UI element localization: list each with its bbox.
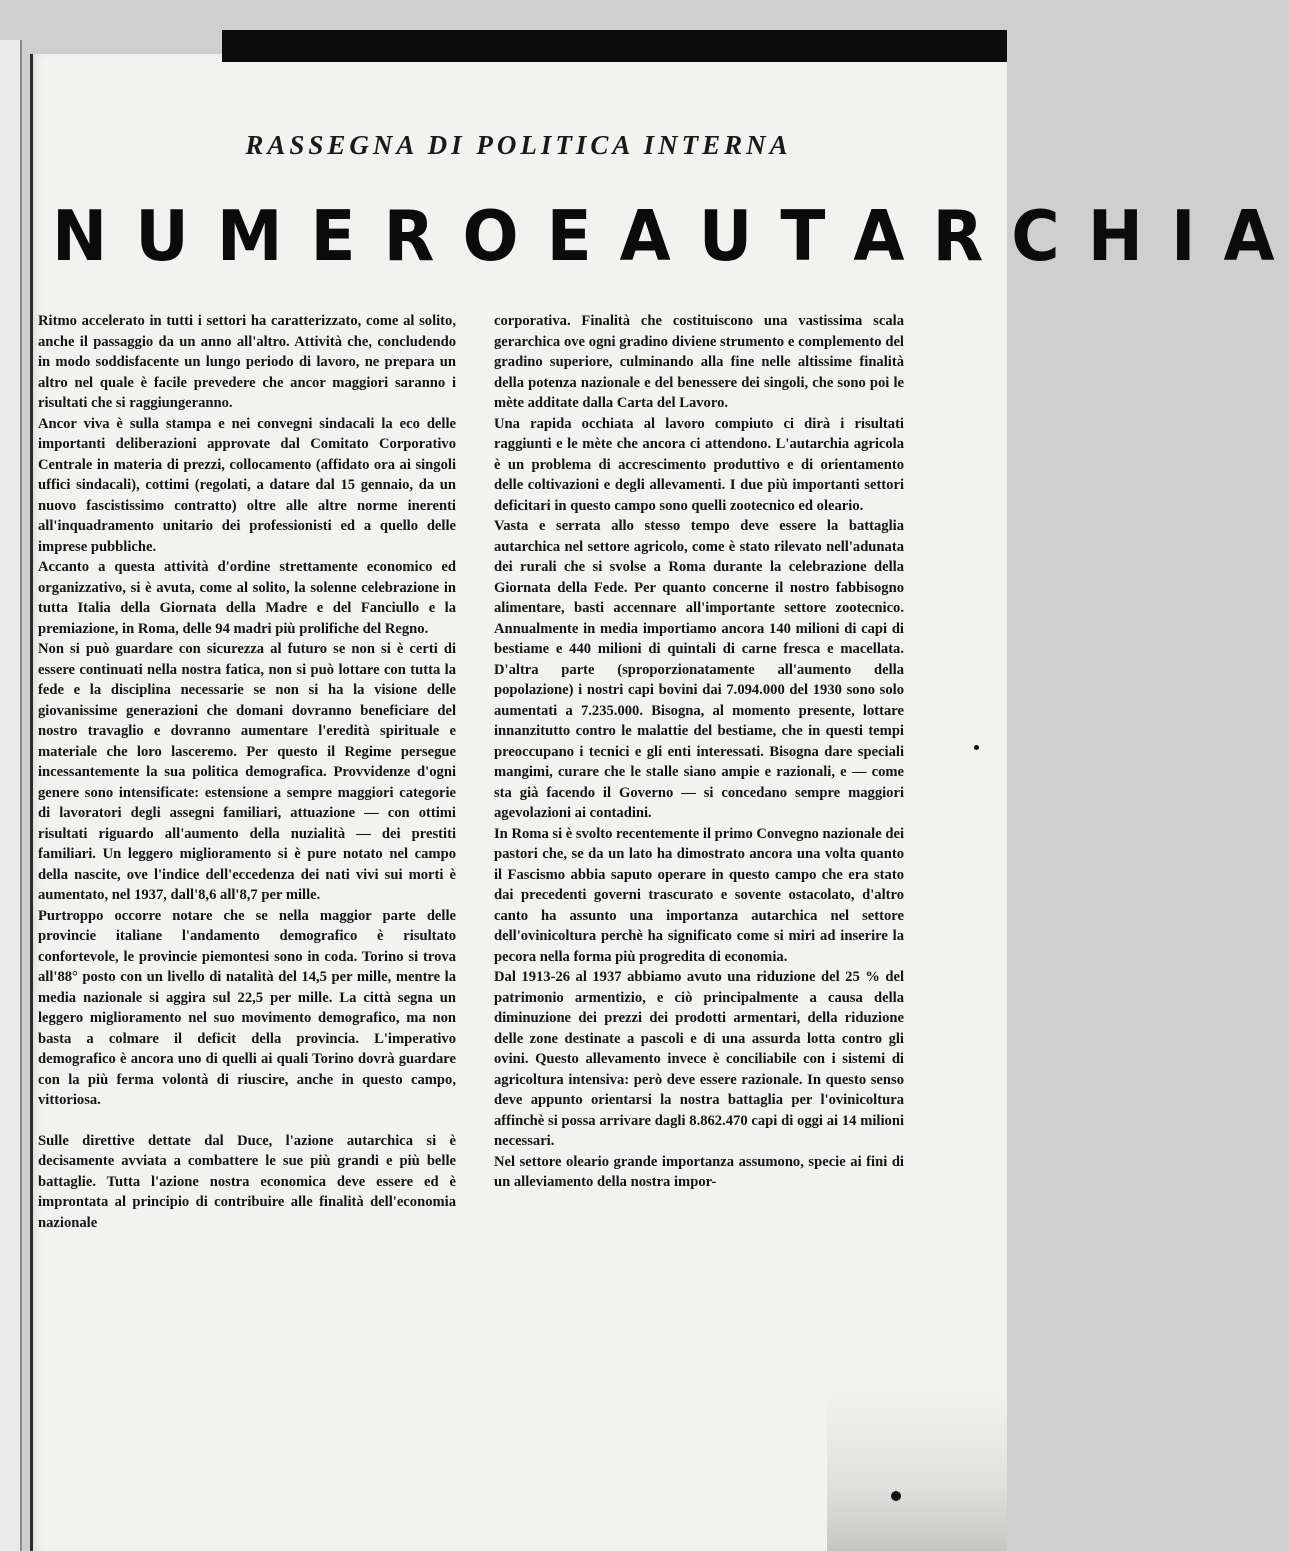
headline-letter: C xyxy=(1011,196,1060,277)
headline-letter: N xyxy=(52,196,108,277)
paragraph: Dal 1913-26 al 1937 abbiamo avuto una riduzione del 25 % del patrimonio armentizio, e ciò principalmente a causa della diminuzione dei prezzi dei prodotti armentari, della riduzione delle zone destinate a pascoli e di una assurda lotta contro gli ovini. Questo allevamento invece è conciliabile con i sistemi di agricoltura intensiva: però deve essere razionale. In questo senso deve appunto orientarsi la nostra battaglia per l'ovinicoltura affinchè si possa arrivare dagli 8.862.470 capi di oggi ai 14 milioni necessari. xyxy=(494,969,904,1149)
headline-letter: A xyxy=(1223,196,1275,277)
headline-letter: U xyxy=(698,196,753,277)
headline-letter: H xyxy=(1087,196,1143,277)
headline-letter: T xyxy=(780,196,826,277)
headline-letter: A xyxy=(853,196,905,277)
paragraph-gap xyxy=(38,1111,456,1131)
headline-letter: E xyxy=(310,196,356,277)
headline-letter: R xyxy=(383,196,435,277)
headline-letter: M xyxy=(216,196,283,277)
top-black-bar xyxy=(222,30,1007,62)
headline-word xyxy=(38,196,533,277)
headline-word xyxy=(606,196,1289,277)
article-headline xyxy=(38,196,1275,277)
paragraph: Vasta e serrata allo stesso tempo deve essere la battaglia autarchica nel settore agricolo, come è stato rilevato nell'adunata dei rurali che si svolse a Roma durante la celebrazione della Giornata della Fede. Per quanto concerne il nostro fabbisogno alimentare, basti accennare all'importante settore zootecnico. Annualmente in media importiamo ancora 140 milioni di capi di bestiame e 440 milioni di quintali di carne fresca e macellata. D'altra parte (sproporzionatamente all'aumento della popolazione) i nostri capi bovini dai 7.094.000 del 1930 sono solo aumentati a 7.235.000. Bisogna, al momento presente, lottare innanzitutto contro le malattie del bestiame, che in questi tempi preoccupano i tecnici e gli enti interessati. Bisogna dare speciali mangimi, curare che le stalle siano ampie e razionali, e — come sta già facendo il Governo — si concedano sempre maggiori agevolazioni ai contadini. xyxy=(494,518,904,821)
paragraph: Ancor viva è sulla stampa e nei convegni sindacali la eco delle importanti deliberazioni approvate dal Comitato Corporativo Centrale in materia di prezzi, collocamento (affidato ora ai singoli uffici sindacali), cottimi (regolati, a datare dal 15 gennaio, da un nuovo fascistissimo contratto) oltre alle altre norme inerenti all'inquadramento unitario dei professionisti ed a quello delle imprese pubbliche. xyxy=(38,415,456,555)
section-kicker: RASSEGNA DI POLITICA INTERNA xyxy=(245,130,792,160)
paragraph: Sulle direttive dettate dal Duce, l'azione autarchica si è decisamente avviata a combattere le sue più grandi e più belle battaglie. Tutta l'azione nostra economica deve essere ed è improntata al principio di contribuire alle finalità dell'economia nazionale xyxy=(38,1132,456,1231)
paragraph: Accanto a questa attività d'ordine strettamente economico ed organizzativo, si è avuta, come al solito, la solenne celebrazione in tutta Italia della Giornata della Madre e del Fanciullo e la premiazione, in Roma, delle 94 madri più prolifiche del Regno. xyxy=(38,559,456,637)
headline-letter: R xyxy=(932,196,984,277)
paragraph: corporativa. Finalità che costituiscono una vastissima scala gerarchica ove ogni gradino diviene strumento e complemento del gradino superiore, culminando alla fine nelle altissime finalità della potenza nazionale e del benessere dei singoli, che sono poi le mète additate dalla Carta del Lavoro. xyxy=(494,313,904,411)
ink-dot-mark xyxy=(891,1491,901,1501)
ink-speck-mark xyxy=(974,745,979,750)
headline-letter: U xyxy=(135,196,189,277)
headline-letter: I xyxy=(1170,196,1196,277)
paragraph: Una rapida occhiata al lavoro compiuto ci dirà i risultati raggiunti e le mète che ancora ci attendono. L'autarchia agricola è un problema di accrescimento produttivo e di orientamento delle coltivazioni e degli allevamenti. I due più importanti settori deficitari in questo campo sono quelli zootecnico ed oleario. xyxy=(494,415,904,514)
paragraph: In Roma si è svolto recentemente il primo Convegno nazionale dei pastori che, se da un lato ha dimostrato ancora una volta quanto il Fascismo abbia saputo operare in questo campo che era stato dai precedenti governi trascurato e sovente ostacolato, d'altro canto ha assunto una importanza autarchica nel settore dell'ovinicoltura perchè ha significato come si miri ad inserire la pecora nella forma più progredita di economia. xyxy=(494,825,904,965)
paragraph: Non si può guardare con sicurezza al futuro se non si è certi di essere continuati nella nostra fatica, non si può lottare con tutta la fede e la disciplina necessarie se non si ha la visione delle giovanissime generazioni che domani dovranno beneficiare del nostro travaglio e dovranno aumentare l'eredità spirituale e materiale che loro lasceremo. Per questo il Regime persegue incessantemente la sua politica demografica. Provvidenze d'ogni genere sono intensificate: estensione a sempre maggiori categorie di lavoratori degli assegni familiari, attuazione — con ottimi risultati riguardo all'aumento della nuzialità — dei prestiti familiari. Un leggero miglioramento si è pure notato nel campo della nascite, ove l'indice dell'eccedenza dei nati vivi sui morti è aumentato, nel 1937, dall'8,6 all'8,7 per mille. xyxy=(38,641,456,903)
left-page-edge xyxy=(0,40,22,1551)
right-column xyxy=(494,311,904,1193)
headline-letter: O xyxy=(462,196,519,277)
page-left-rule xyxy=(30,54,33,1551)
paragraph: Nel settore oleario grande importanza assumono, specie ai fini di un alleviamento della nostra impor- xyxy=(494,1153,904,1190)
headline-word xyxy=(533,196,606,277)
paragraph: Purtroppo occorre notare che se nella maggior parte delle provincie italiane l'andamento demografico è risultato confortevole, le provincie piemontesi sono in coda. Torino si trova all'88° posto con un livello di natalità del 14,5 per mille, mentre la media nazionale si aggira sul 22,5 per mille. La città segna un leggero miglioramento nel suo movimento demografico, ma non basta a colmare il deficit della provincia. L'imperativo demografico è ancora uno di quelli ai quali Torino dovrà guardare con la più ferma volontà di riuscire, anche in questo campo, vittoriosa. xyxy=(38,907,456,1108)
headline-letter: A xyxy=(619,196,671,277)
left-column xyxy=(38,311,456,1233)
headline-letter: E xyxy=(546,196,592,277)
paragraph: Ritmo accelerato in tutti i settori ha caratterizzato, come al solito, anche il passaggio da un anno all'altro. Attività che, concludendo in modo soddisfacente un lungo periodo di lavoro, ne prepara un altro nel quale è facile prevedere che ancor maggiori saranno i risultati che si raggiungeranno. xyxy=(38,313,456,411)
